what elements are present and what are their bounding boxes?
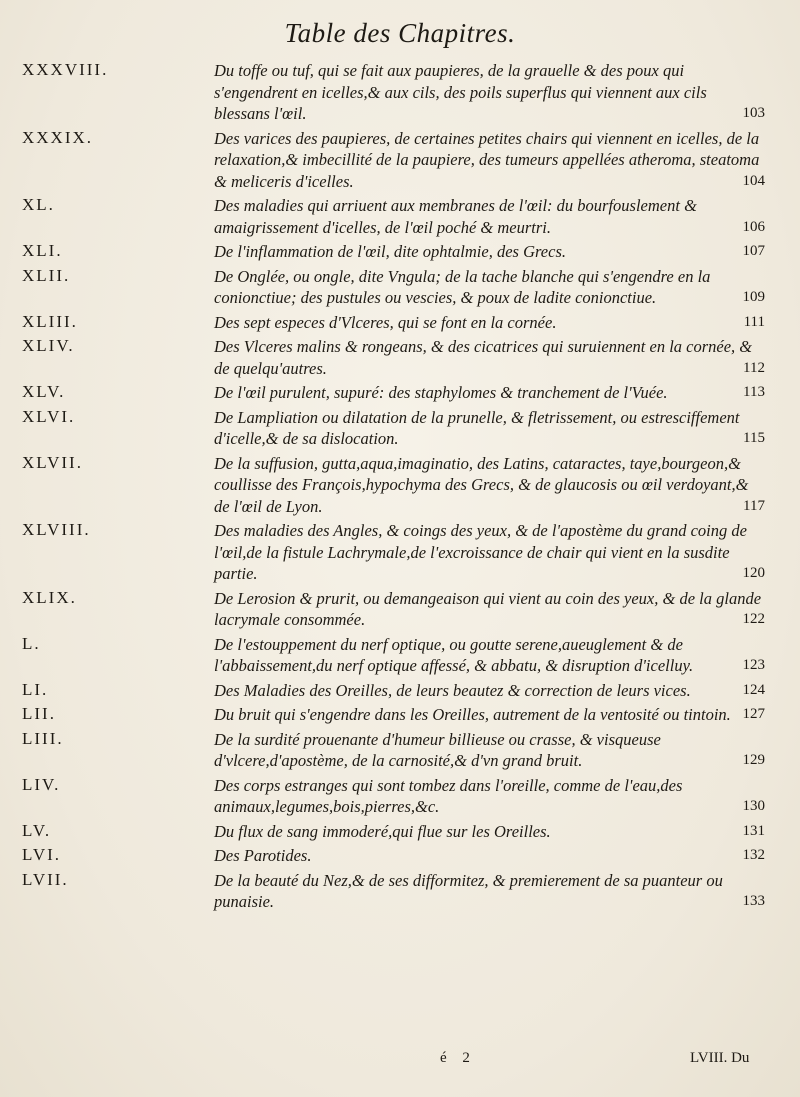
chapter-number: XXXVIII. [22, 60, 109, 79]
chapter-entry [0, 870, 800, 913]
chapter-entry [0, 704, 800, 726]
chapter-entry [0, 382, 800, 404]
chapter-title: Des maladies des Angles, & coings des yeux, & de l'apostème du grand coing de l'œil,de la fistule Lachrymale,de l'excroissance de chair qui vient en la susdite partie. [214, 521, 747, 583]
chapter-entry [0, 241, 800, 263]
chapter-number: LIV. [22, 774, 61, 794]
chapter-number: XLV. [22, 382, 66, 401]
page-number: 124 [742, 681, 765, 698]
chapter-title: De Lampliation ou dilatation de la prunelle, & fletrissement, ou estresciffement d'icelle,& de sa dislocation. [214, 407, 740, 448]
chapter-title: Des Parotides. [214, 846, 312, 865]
page-number: 120 [742, 565, 765, 581]
chapter-entry [0, 680, 800, 702]
page-footer [0, 1050, 800, 1074]
chapter-entry [0, 266, 800, 309]
signature-mark: é 2 [440, 1050, 476, 1066]
chapter-number: XLI. [22, 241, 63, 260]
chapter-title: De la suffusion, gutta,aqua,imaginatio, des Latins, cataractes, taye,bourgeon,& coullisse des François,hypochyma des Grecs, & de glaucosis ou œil verdoyant,& de l'œil de Lyon. [214, 453, 749, 516]
page-number: 112 [743, 359, 765, 376]
page-number: 113 [743, 384, 765, 400]
chapter-entry [0, 336, 800, 379]
catchword: LVIII. Du [690, 1050, 750, 1066]
chapter-entry [0, 195, 800, 238]
chapter-entry [0, 60, 800, 125]
page-number: 122 [742, 611, 765, 627]
chapter-title: Des Maladies des Oreilles, de leurs beautez & correction de leurs vices. [214, 680, 691, 700]
chapter-number: XLVI. [22, 406, 76, 426]
chapter-title: Du toffe ou tuf, qui se fait aux paupieres, de la grauelle & des poux qui s'engendrent en icelles,& aux cils, des poils superflus qui viennent aux cils blessans l'œil. [214, 61, 707, 123]
page-number: 111 [743, 313, 765, 330]
chapter-title: Du flux de sang immoderé,qui flue sur les Oreilles. [214, 821, 551, 841]
chapter-number: XLVIII. [22, 520, 91, 539]
page-number: 129 [742, 752, 765, 768]
chapter-title: Du bruit qui s'engendre dans les Oreilles, autrement de la ventosité ou tintoin. [214, 705, 731, 724]
page-number: 107 [742, 243, 765, 259]
page-number: 104 [742, 172, 765, 189]
chapter-number: XLVII. [22, 452, 83, 472]
chapter-title: De Lerosion & prurit, ou demangeaison qui vient au coin des yeux, & de la glande lacrymale consommée. [214, 588, 762, 629]
chapter-entry [0, 312, 800, 334]
chapter-entry [0, 453, 800, 518]
chapter-title: De la surdité prouenante d'humeur billieuse ou crasse, & visqueuse d'vlcere,d'apostème, de la carnosité,& d'vn grand bruit. [214, 729, 661, 770]
chapter-number: LIII. [22, 728, 64, 748]
chapter-number: XLIX. [22, 587, 77, 607]
chapter-entry [0, 520, 800, 585]
chapter-title: Des corps estranges qui sont tombez dans l'oreille, comme de l'eau,des animaux,legumes,bois,pierres,&c. [214, 775, 683, 816]
chapter-entry [0, 845, 800, 867]
chapter-number: LVI. [22, 845, 62, 864]
chapter-number: XL. [22, 195, 55, 214]
chapter-number: XLIII. [22, 311, 78, 331]
chapter-title: De la beauté du Nez,& de ses difformitez, & premierement de sa puanteur ou punaisie. [214, 870, 723, 911]
chapter-title: De l'œil purulent, supuré: des staphylomes & tranchement de l'Vuée. [214, 383, 668, 402]
chapter-entry [0, 128, 800, 193]
chapter-entry [0, 407, 800, 450]
page-title: Table des Chapitres. [284, 18, 516, 48]
page-number: 106 [742, 218, 765, 235]
chapter-title: De l'inflammation de l'œil, dite ophtalmie, des Grecs. [214, 242, 566, 261]
chapter-entry [0, 588, 800, 631]
chapter-title: Des sept especes d'Vlceres, qui se font en la cornée. [214, 312, 557, 332]
page-number: 132 [742, 847, 765, 863]
chapter-number: LII. [22, 704, 56, 723]
page-number: 133 [742, 893, 765, 909]
chapter-title: De Onglée, ou ongle, dite Vngula; de la tache blanche qui s'engendre en la conionctiue; des pustules ou vescies, & poux de ladite conionctiue. [214, 266, 711, 307]
chapter-list [0, 60, 800, 916]
page-number: 109 [742, 289, 765, 305]
page-number: 130 [742, 798, 765, 814]
page-number: 103 [742, 105, 765, 121]
chapter-entry [0, 821, 800, 843]
chapter-entry [0, 775, 800, 818]
page-number: 127 [742, 706, 765, 722]
page-number: 123 [742, 657, 765, 673]
page-number: 131 [742, 822, 765, 839]
chapter-number: LVII. [22, 869, 69, 889]
chapter-number: XXXIX. [22, 127, 94, 147]
chapter-number: L. [22, 633, 41, 653]
chapter-title: Des Vlceres malins & rongeans, & des cicatrices qui suruiennent en la cornée, & de quelqu'autres. [214, 337, 753, 378]
chapter-entry [0, 729, 800, 772]
chapter-number: LV. [22, 820, 52, 840]
chapter-entry [0, 634, 800, 677]
chapter-number: XLII. [22, 265, 71, 285]
chapter-title: Des varices des paupieres, de certaines petites chairs qui viennent en icelles, de la relaxation,& imbecillité de la paupiere, des tumeurs appellées atheroma, steatoma & meliceris d'icelles. [214, 128, 760, 191]
chapter-title: De l'estouppement du nerf optique, ou goutte serene,aueuglement & de l'abbaissement,du nerf optique affessé, & abbatu, & disruption d'icelluy. [214, 634, 694, 675]
page-number: 115 [743, 430, 765, 446]
chapter-title: Des maladies qui arriuent aux membranes de l'œil: du bourfouslement & amaigrissement d'icelles, de l'œil poché & meurtri. [214, 196, 697, 237]
page-number: 117 [743, 497, 765, 514]
chapter-number: XLIV. [22, 336, 75, 355]
chapter-number: LI. [22, 679, 49, 699]
